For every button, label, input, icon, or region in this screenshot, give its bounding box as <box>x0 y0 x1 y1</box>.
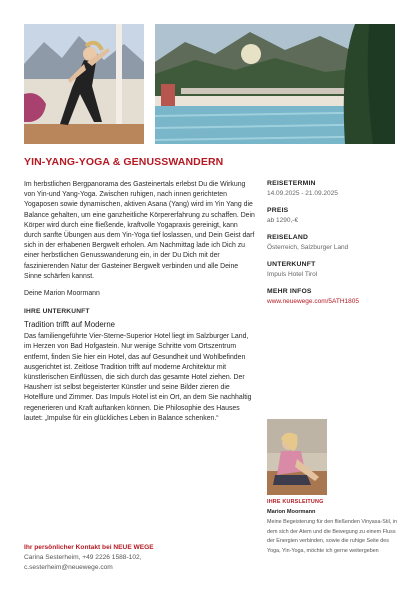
accommodation-subtitle: Tradition trifft auf Moderne <box>24 320 116 330</box>
contact-block <box>24 544 256 573</box>
hotel-pool-photo <box>155 24 395 144</box>
fact-value-price: ab 1290,-€ <box>267 217 299 224</box>
fact-label-country: REISELAND <box>267 234 309 241</box>
fact-label-hotel: UNTERKUNFT <box>267 261 316 268</box>
fact-label-price: PREIS <box>267 207 289 214</box>
main-column <box>24 180 256 424</box>
course-leader-photo <box>267 419 327 495</box>
yoga-pose-photo <box>24 24 144 144</box>
accommodation-text: Das familiengeführte Vier-Sterne-Superior Hotel liegt im Salzburger Land, im Herzen von Bad Hofgastein. Nur wenige Schritte vom Ortszentrum entfernt, finden Sie hier ein Hotel, das auf Gesundheit und Wohlbefinden ausgerichtet ist. Zeitlose Tradition trifft auf moderne Architektur mit künstlerischen Einflüssen, die sich durch das gesamte Hotel ziehen. Der Hausherr ist selbst begeisterter Künstler und seine Bilder zieren die Hotelflure und Zimmer. Das Impuls Hotel ist ein Ort, an dem Sie nachhaltig regenerieren und Kraft auftanken können. Die Philosophie des Hauses lautet: „Impulse für ein glückliches Leben in Balance schenken.“ <box>24 333 252 422</box>
contact-heading: Ihr persönlicher Kontakt bei NEUE WEGE <box>24 544 154 551</box>
course-leader-text: Meine Begeisterung für den fließenden Vinyasa-Stil, in dem sich der Atem und die Bewegung zu einem Fluss der Energien verbinden, sowie die ruhige Seite des Yoga, Yin-Yoga, möchte ich gerne weitergeben <box>267 519 397 554</box>
fact-value-hotel: Impuls Hotel Tirol <box>267 271 318 278</box>
course-leader <box>267 499 397 556</box>
fact-label-info: MEHR INFOS <box>267 288 312 295</box>
fact-value-date: 14.09.2025 - 21.09.2025 <box>267 190 338 197</box>
more-info-link[interactable]: www.neuewege.com/5ATH1805 <box>267 298 360 305</box>
contact-phone[interactable]: Carina Sesterheim, +49 2226 1588-102, <box>24 554 142 561</box>
course-leader-heading: IHRE KURSLEITUNG <box>267 499 324 505</box>
trip-facts <box>267 180 402 315</box>
trip-description: Im herbstlichen Bergpanorama des Gasteinertals erlebst Du die Wirkung von Yin-und Yang-Yoga. Zwischen ruhigen, nach innen gerichteten Yogaposen sowie dynamischen, aktiven Asana (Yang) wird im Yin Yang die Balance gehalten, um eine ganzheitliche Körpererfahrung zu schaffen. Dein Körper wird durch eine fließende, kraftvolle Yogapraxis gereinigt, kann durch sanfte Übungen aus dem Yin-Yoga tief loslassen, und Dein Geist darf sich in der erhabenen Bergwelt erholen. Am Nachmittag lade ich Dich zu einer herbstlichen Genusswanderung ein, in der Du Dich mit der faszinierenden Natur der Gasteiner Bergwelt verbinden und alle Deine Sinne schärfen kannst. <box>24 181 255 280</box>
accommodation-heading: IHRE UNTERKUNFT <box>24 308 90 316</box>
fact-label-date: REISETERMIN <box>267 180 316 187</box>
contact-email[interactable]: c.sesterheim@neuewege.com <box>24 564 113 571</box>
course-leader-name: Marion Moormann <box>267 509 316 515</box>
fact-value-country: Österreich, Salzburger Land <box>267 244 349 251</box>
page-title: YIN-YANG-YOGA & GENUSSWANDERN <box>24 156 224 168</box>
greeting: Deine Marion Moormann <box>24 290 100 298</box>
